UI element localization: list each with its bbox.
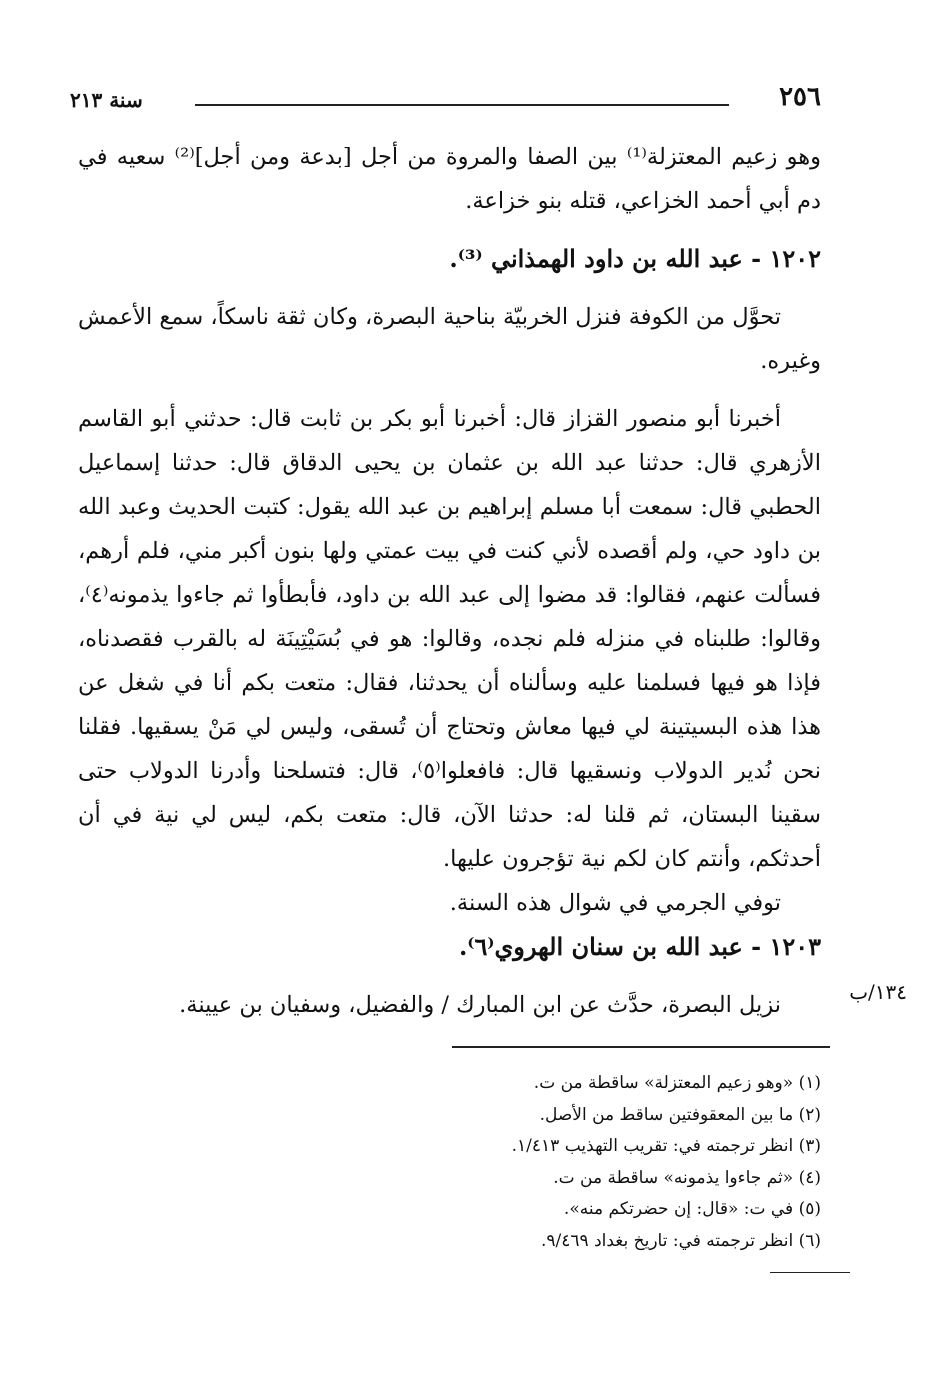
entry-heading-1203: ١٢٠٣ - عبد الله بن سنان الهروي⁽٦⁾. [458, 932, 821, 961]
entry-1202-bio: تحوَّل من الكوفة فنزل الخربيّة بناحية البصرة، وكان ثقة ناسكاً، سمع الأعمش وغيره. [78, 304, 821, 374]
death-note: توفي الجرمي في شوال هذه السنة. [449, 890, 781, 916]
page-header [70, 82, 821, 122]
footnote: (٥) في ت: «قال: إن حضرتكم منه». [563, 1199, 821, 1219]
spacer [78, 281, 821, 295]
manuscript-folio-note: ١٣٤/ب [849, 980, 907, 1004]
footnote: (١) «وهو زعيم المعتزلة» ساقطة من ت. [533, 1073, 821, 1093]
header-rule [195, 104, 729, 106]
footnote-end-rule [770, 1272, 850, 1273]
footnotes [300, 1068, 821, 1257]
entry-heading-1202: ١٢٠٢ - عبد الله بن داود الهمذاني ⁽³⁾. [449, 244, 821, 273]
running-title: سنة ٢١٣ [70, 88, 143, 112]
page-number: ٢٥٦ [779, 82, 821, 112]
footnote: (٤) «ثم جاءوا يذمونه» ساقطة من ت. [553, 1167, 821, 1188]
footnote: (٦) انظر ترجمته في: تاريخ بغداد ٩/٤٦٩. [541, 1230, 821, 1251]
footnote: (٣) انظر ترجمته في: تقريب التهذيب ١/٤١٣. [511, 1136, 821, 1156]
footnote: (٢) ما بين المعقوفتين ساقط من الأصل. [539, 1104, 821, 1125]
entry-1202-narration: أخبرنا أبو منصور القزاز قال: أخبرنا أبو بكر بن ثابت قال: حدثني أبو القاسم الأزهري قال: حدثنا عبد الله بن عثمان بن يحيى الدقاق قال: حدثنا إسماعيل الحطبي قال: سمعت أبا مسلم إبراهيم بن عبد الله يقول: كتبت الحديث وعبد الله بن داود حي، ولم أقصده لأني كنت في بيت عمتي ولها بنون أكبر مني، فلم أرهم، فسألت عنهم، فقالوا: قد مضوا إلى عبد الله بن داود، فأبطأوا ثم جاءوا يذمونه⁽٤⁾، وقالوا: طلبناه في منزله فلم نجده، وقالوا: هو في بُسَيْتِينَة له بالقرب فقصدناه، فإذا هو فيها فسلمنا عليه وسألناه أن يحدثنا، فقال: متعت بكم أنا في شغل عن هذا هذه البسيتينة لي فيها معاش وتحتاج أن تُسقى، وليس لي مَنْ يسقيها. فقلنا نحن نُدير الدولاب ونسقيها قال: فافعلوا⁽٥⁾، قال: فتسلحنا وأدرنا الدولاب حتى سقينا البستان، ثم قلنا له: حدثنا الآن، قال: متعت بكم، ليس لي نية في أن أحدثكم، وأنتم كان لكم نية تؤجرون عليها. [78, 406, 821, 872]
entry-1203-bio: نزيل البصرة، حدَّث عن ابن المبارك / والفضيل، وسفيان بن عيينة. [179, 992, 781, 1018]
intro-paragraph: وهو زعيم المعتزلة⁽¹⁾ بين الصفا والمروة من أجل [بدعة ومن أجل]⁽²⁾ سعيه في دم أبي أحمد الخزاعي، قتله بنو خزاعة. [78, 144, 821, 214]
spacer [78, 223, 821, 237]
footnote-separator [452, 1046, 830, 1048]
spacer [78, 383, 821, 397]
main-text [78, 135, 821, 1027]
spacer [78, 969, 821, 983]
